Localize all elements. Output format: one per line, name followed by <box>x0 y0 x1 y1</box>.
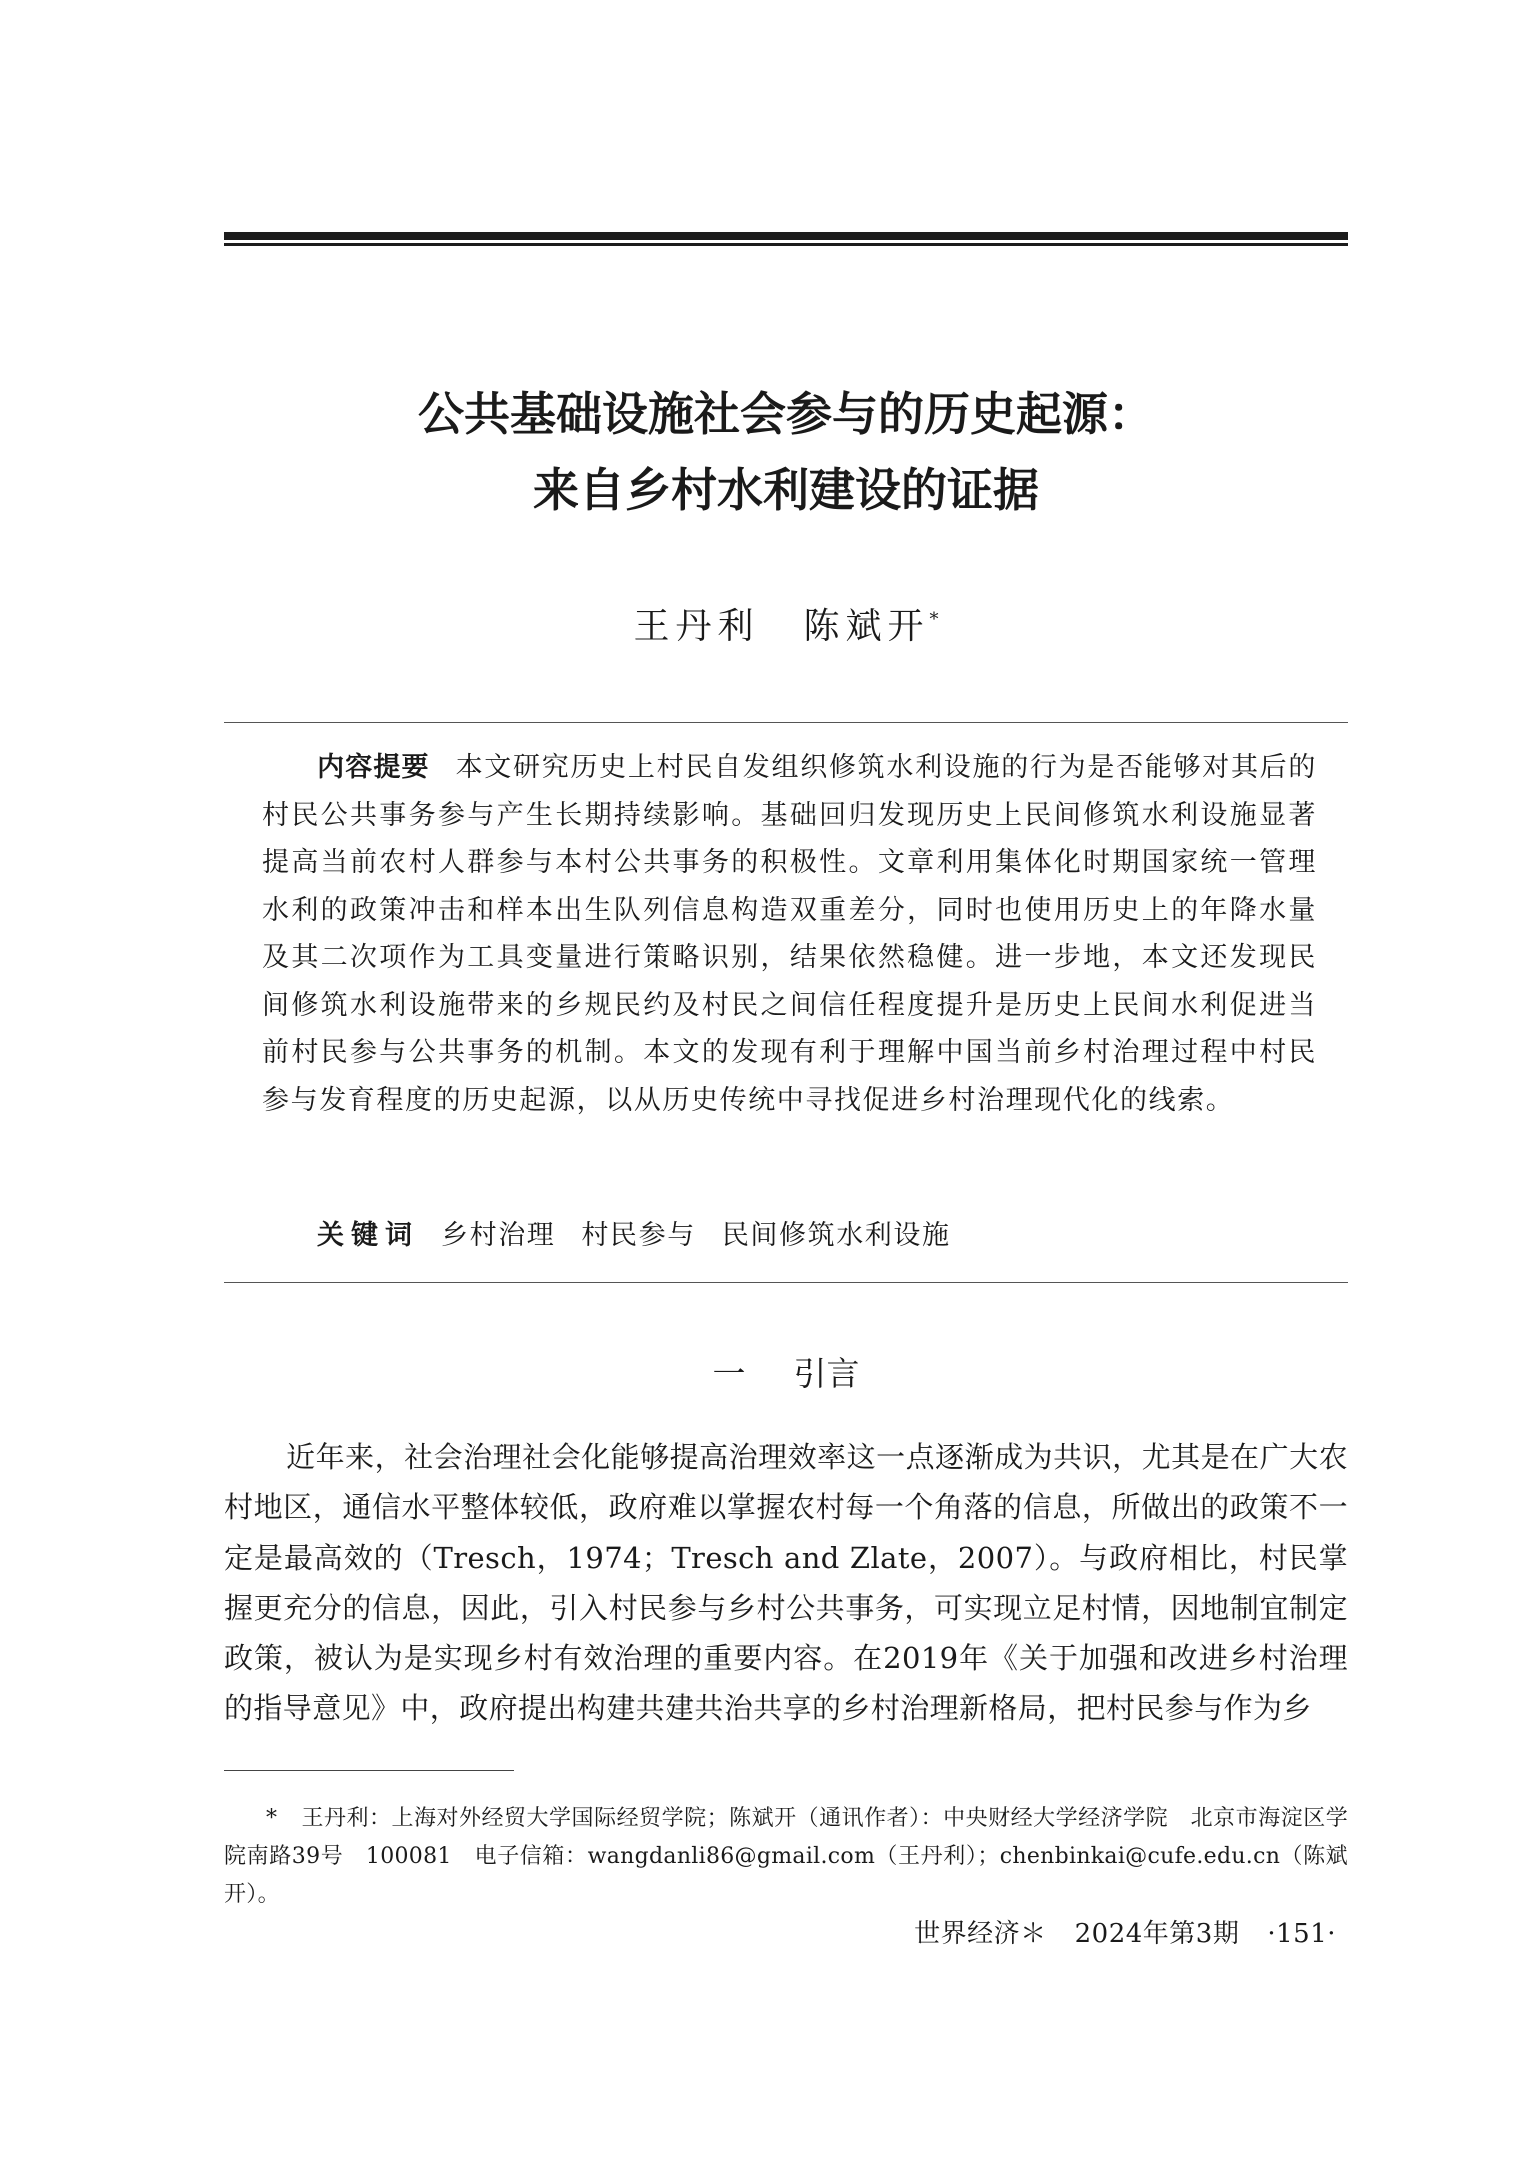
running-footer <box>914 1914 1336 1954</box>
footnote-text: 王丹利：上海对外经贸大学国际经贸学院；陈斌开（通讯作者）：中央财经大学经济学院 北京市海淀区学院南路39号 100081 电子信箱：wangdanli86@gmail.com（王丹利）；chenbinkai@cufe.edu.cn（陈斌开）。 <box>224 1806 1348 1907</box>
section-title: 引言 <box>793 1354 860 1393</box>
author-name: 王丹利 <box>633 606 760 647</box>
article-title-line1: 公共基础设施社会参与的历史起源： <box>418 387 1154 441</box>
keyword: 乡村治理 <box>441 1220 556 1251</box>
footnote-rule <box>224 1770 514 1771</box>
page-number: ·151· <box>1267 1919 1336 1949</box>
section-number: 一 <box>712 1354 746 1393</box>
footnote-mark: * <box>266 1806 278 1831</box>
keyword: 民间修筑水利设施 <box>721 1220 951 1251</box>
header-rule-thick <box>224 232 1348 240</box>
keywords-line <box>317 1212 977 1259</box>
keyword: 村民参与 <box>581 1220 696 1251</box>
article-title-line2: 来自乡村水利建设的证据 <box>533 463 1039 517</box>
abstract-top-rule <box>224 722 1348 723</box>
journal-name: 世界经济 <box>914 1919 1021 1949</box>
footnote <box>224 1800 1348 1914</box>
abstract-block <box>262 744 1317 1124</box>
author-line <box>224 596 1348 651</box>
author-name: 陈斌开 <box>803 606 930 647</box>
journal-star: ＊ <box>1020 1919 1047 1949</box>
section-heading <box>224 1344 1348 1404</box>
abstract-label: 内容提要 <box>317 752 430 783</box>
header-rule-thin <box>224 243 1348 246</box>
abstract-bottom-rule <box>224 1282 1348 1283</box>
body-paragraph <box>224 1432 1348 1734</box>
abstract-text: 本文研究历史上村民自发组织修筑水利设施的行为是否能够对其后的村民公共事务参与产生长期持续影响。基础回归发现历史上民间修筑水利设施显著提高当前农村人群参与本村公共事务的积极性。文章利用集体化时期国家统一管理水利的政策冲击和样本出生队列信息构造双重差分，同时也使用历史上的年降水量及其二次项作为工具变量进行策略识别，结果依然稳健。进一步地，本文还发现民间修筑水利设施带来的乡规民约及村民之间信任程度提升是历史上民间水利促进当前村民参与公共事务的机制。本文的发现有利于理解中国当前乡村治理过程中村民参与发育程度的历史起源，以从历史传统中寻找促进乡村治理现代化的线索。 <box>262 752 1318 1116</box>
author-footnote-mark: * <box>929 609 939 630</box>
body-text: 近年来，社会治理社会化能够提高治理效率这一点逐渐成为共识，尤其是在广大农村地区，通信水平整体较低，政府难以掌握农村每一个角落的信息，所做出的政策不一定是最高效的（Tresch，1974；Tresch and Zlate，2007）。与政府相比，村民掌握更充分的信息，因此，引入村民参与乡村公共事务，可实现立足村情，因地制宜制定政策，被认为是实现乡村有效治理的重要内容。在2019年《关于加强和改进乡村治理的指导意见》中，政府提出构建共建共治共享的乡村治理新格局，把村民参与作为乡 <box>224 1440 1348 1726</box>
keywords-label: 关键词 <box>317 1220 419 1251</box>
journal-issue: 2024年第3期 <box>1074 1919 1240 1949</box>
